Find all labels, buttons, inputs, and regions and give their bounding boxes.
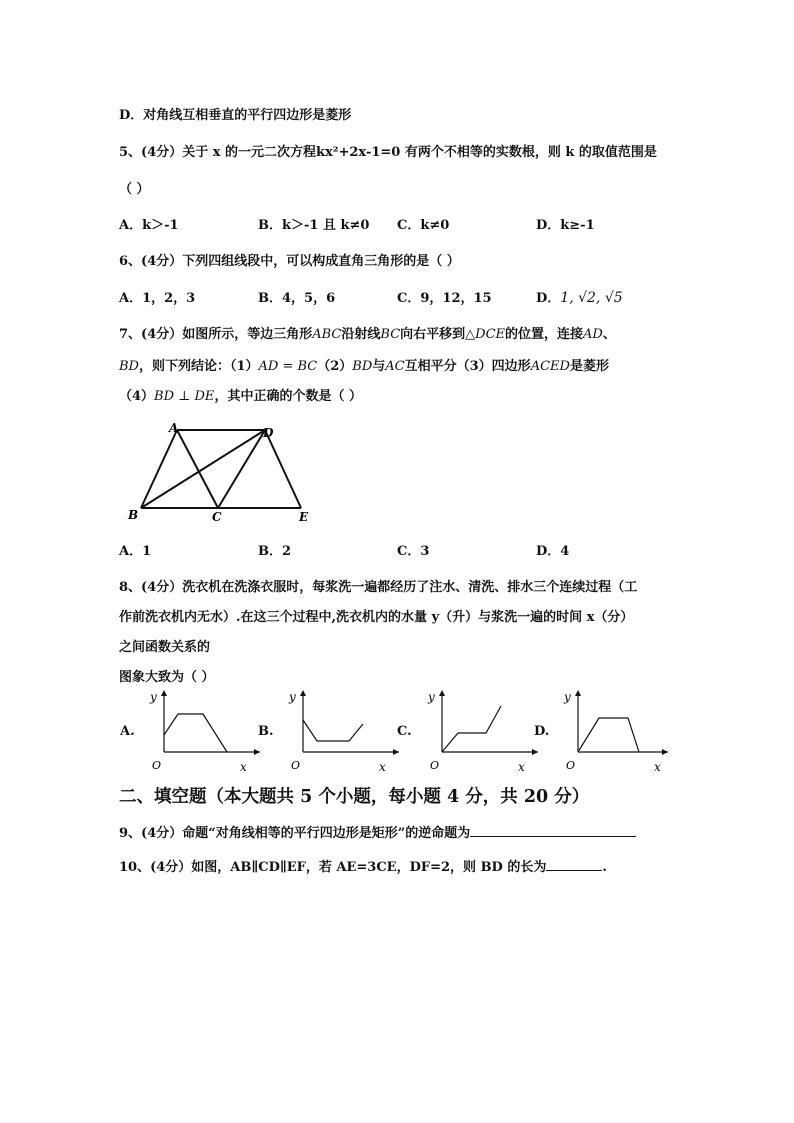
segment-de [265, 430, 301, 508]
q8-option-a-label: A. [120, 724, 135, 739]
q5-stem: 5、(4分）关于 x 的一元二次方程kx²+2x-1=0 有两个不相等的实数根，则 k 的取值范围是 [119, 145, 657, 160]
section-heading: 二、填空题（本大题共 5 个小题，每小题 4 分，共 20 分） [119, 787, 590, 807]
q6-stem: 6、(4分）下列四组线段中，可以构成直角三角形的是（ ） [119, 254, 460, 269]
q5-option-c: C．k≠0 [397, 218, 450, 233]
q8-option-b-label: B. [258, 724, 274, 739]
x-axis-label: x [379, 760, 386, 774]
point-label-e: E [299, 510, 309, 524]
q7-line3 [119, 385, 362, 404]
q5-option-a: A．k＞-1 [119, 218, 179, 233]
graph-line [578, 718, 639, 752]
point-label-b: B [128, 508, 139, 522]
point-label-c: C [212, 510, 222, 524]
q8-line3: 之间函数关系的 [119, 640, 211, 655]
q7-math-ad: AD [583, 327, 603, 342]
y-axis-label: y [289, 690, 296, 704]
q8-line1: 8、(4分）洗衣机在洗涤衣服时，每浆洗一遍都经历了注水、清洗、排水三个连续过程（工 [119, 580, 638, 595]
q8-option-d-label: D. [534, 724, 550, 739]
q7-figure [118, 420, 328, 530]
q7-math-aced: ACED [530, 359, 570, 374]
q8-graph-c [420, 686, 545, 778]
origin-label: O [566, 759, 576, 772]
q10-end: . [602, 860, 607, 875]
q7-text: ，则下列结论：（1） [138, 359, 259, 374]
q10-answer-blank[interactable] [546, 858, 602, 871]
x-axis-label: x [654, 760, 661, 774]
y-axis-label: y [428, 690, 435, 704]
q8-graph-d [556, 686, 681, 778]
y-axis-arrow [575, 690, 581, 696]
q7-math-bd: BD [119, 359, 139, 374]
point-label-d: D [263, 426, 274, 440]
graph-line [164, 714, 227, 752]
q7-math-bc: BC [380, 327, 401, 342]
x-axis-arrow [254, 749, 260, 755]
segment-dc [218, 430, 265, 508]
origin-label: O [152, 759, 162, 772]
y-axis-label: y [150, 690, 157, 704]
q7-text: 互相平分（3）四边形 [404, 359, 531, 374]
q10-stem: 10、(4分）如图，AB∥CD∥EF，若 AE=3CE，DF=2，则 BD 的长为 [119, 860, 547, 875]
q7-option-b: B．2 [258, 544, 292, 559]
segment-ac [177, 430, 218, 508]
y-axis-arrow [161, 690, 167, 696]
q6-option-c: C．9，12，15 [397, 291, 492, 306]
graph-line [303, 720, 363, 741]
q7-text: 7、(4分）如图所示，等边三角形 [119, 327, 313, 342]
q10-line [119, 856, 607, 875]
q5-paren: （ ） [119, 182, 150, 197]
q7-text: （2） [317, 359, 353, 374]
q7-text: ，其中正确的个数是（ ） [214, 389, 362, 404]
q7-option-c: C．3 [397, 544, 430, 559]
q6-option-d-math: 1, √2, √5 [560, 290, 623, 306]
q8-line2: 作前洗衣机内无水）.在这三个过程中,洗衣机内的水量 y（升）与浆洗一遍的时间 x（分） [119, 610, 634, 625]
q8-graph-a [142, 686, 267, 778]
q8-line4: 图象大致为（ ） [119, 670, 215, 685]
y-axis-arrow [300, 690, 306, 696]
x-axis-label: x [518, 760, 525, 774]
q7-math-abc: ABC [312, 327, 342, 342]
q6-option-a: A．1，2，3 [119, 291, 196, 306]
q7-text: 向右平移到 [400, 327, 466, 342]
x-axis-arrow [532, 749, 538, 755]
q7-math-bd2: BD [352, 359, 373, 374]
point-label-a: A [169, 421, 179, 435]
q6-option-d-label: D． [536, 291, 561, 306]
q6-option-b: B．4，5，6 [258, 291, 336, 306]
origin-label: O [291, 759, 301, 772]
q5-option-d: D．k≥-1 [536, 218, 595, 233]
graph-line [442, 706, 501, 752]
q9-line [119, 822, 636, 841]
q6-option-d [536, 287, 623, 306]
q7-math-eq1: AD = BC [258, 359, 318, 374]
q5-option-b: B．k＞-1 且 k≠0 [258, 218, 370, 233]
x-axis-arrow [662, 749, 668, 755]
q7-text: 与 [372, 359, 386, 374]
q9-stem: 9、(4分）命题“对角线相等的平行四边形是矩形”的逆命题为 [119, 826, 471, 841]
y-axis-arrow [439, 690, 445, 696]
q8-option-c-label: C. [397, 724, 412, 739]
x-axis-arrow [393, 749, 399, 755]
q7-option-a: A．1 [119, 544, 152, 559]
q7-math-perp: BD ⊥ DE [154, 389, 215, 404]
q7-math-ac: AC [385, 359, 405, 374]
q7-line2 [119, 355, 609, 374]
origin-label: O [430, 759, 440, 772]
q4-option-d: D．对角线互相垂直的平行四边形是菱形 [119, 108, 352, 123]
q7-text: （4） [119, 389, 155, 404]
q7-text: 沿射线 [341, 327, 381, 342]
y-axis-label: y [564, 690, 571, 704]
q7-math-dce: △DCE [465, 327, 506, 342]
q7-line1 [119, 323, 616, 342]
q7-text: 是菱形 [569, 359, 609, 374]
q8-graph-b [281, 686, 406, 778]
x-axis-label: x [240, 760, 247, 774]
q7-option-d: D．4 [536, 544, 570, 559]
q9-answer-blank[interactable] [470, 824, 636, 837]
q7-text: 、 [602, 327, 616, 342]
q7-text: 的位置，连接 [505, 327, 584, 342]
